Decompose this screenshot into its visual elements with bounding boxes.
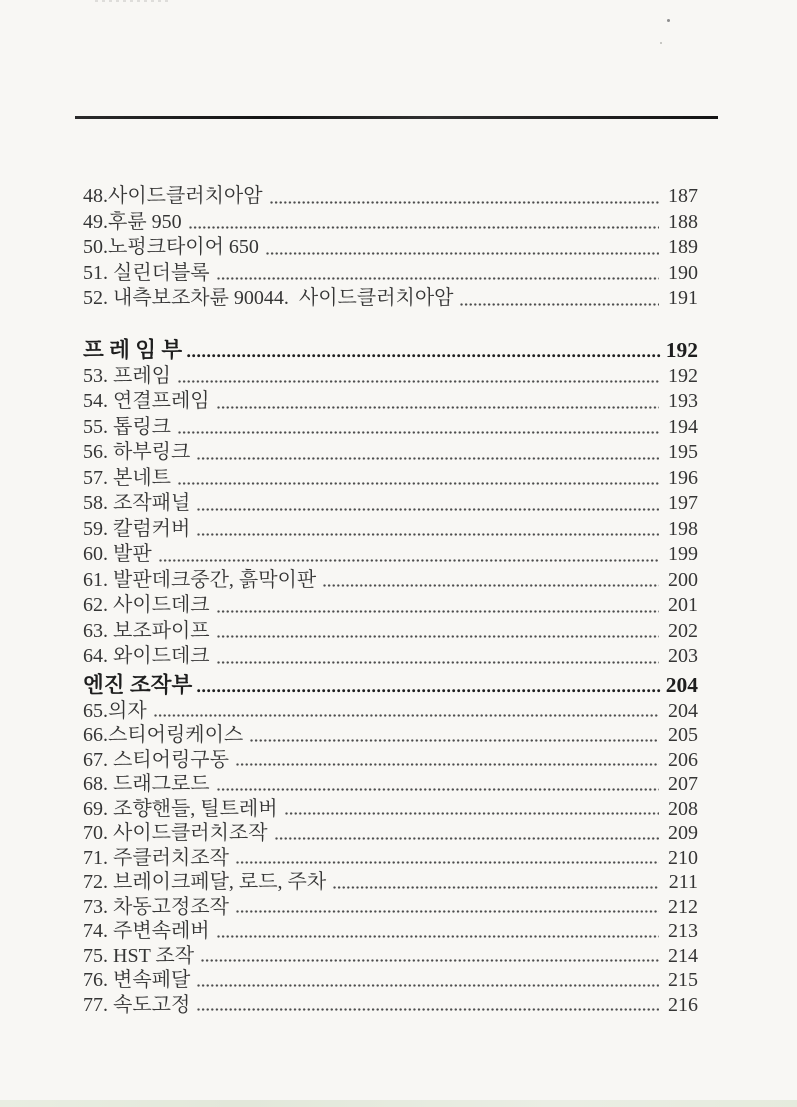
dot-leader [197, 689, 662, 693]
dot-leader [217, 788, 659, 792]
dot-leader [333, 886, 659, 890]
dot-leader [270, 201, 659, 205]
toc-page-number: 194 [668, 415, 698, 438]
dot-leader [201, 959, 659, 963]
toc-entry [83, 644, 698, 670]
toc-entry [83, 440, 698, 466]
dot-leader [217, 635, 659, 639]
toc-entry-title: 73. 차동고정조작 [83, 895, 229, 918]
dot-leader [189, 226, 659, 230]
dot-leader [236, 861, 659, 865]
toc-entry [83, 593, 698, 619]
toc-page-number: 211 [668, 871, 698, 893]
dot-leader [154, 714, 659, 718]
toc-entry-title: 51. 실린더블록 [83, 261, 210, 284]
toc-page-number: 208 [668, 797, 698, 820]
toc-page-number: 206 [668, 748, 698, 771]
toc-entry [83, 286, 698, 312]
toc-page-number: 204 [665, 672, 698, 697]
toc-entry-title: 70. 사이드클러치조작 [83, 822, 268, 844]
toc-section [83, 337, 698, 670]
dot-leader [197, 457, 659, 461]
dot-leader [323, 584, 659, 588]
toc-page-number: 210 [668, 846, 698, 869]
toc-entry-title: 71. 주클러치조작 [83, 846, 229, 869]
toc-entry-title: 64. 와이드데크 [83, 645, 210, 667]
scan-speckle [660, 42, 662, 44]
toc-entry [83, 491, 698, 517]
dot-leader [217, 406, 659, 410]
toc-entry-title: 69. 조향핸들, 틸트레버 [83, 797, 278, 820]
toc-entry-title: 72. 브레이크페달, 로드, 주차 [83, 871, 327, 893]
top-horizontal-rule [75, 116, 718, 119]
dot-leader [197, 508, 659, 512]
toc-page-number: 200 [668, 568, 698, 591]
dot-leader [236, 910, 659, 914]
toc-page-number: 196 [668, 466, 698, 489]
dot-leader [266, 252, 659, 256]
toc-page-number: 201 [668, 594, 698, 616]
toc-page-number: 195 [668, 441, 698, 463]
dot-leader [178, 482, 659, 486]
toc-entry [83, 699, 698, 724]
toc-page-number: 205 [668, 724, 698, 746]
toc-section [83, 672, 698, 1018]
toc-entry [83, 944, 698, 969]
toc-page-number: 187 [668, 185, 698, 207]
toc-entry-title: 75. HST 조작 [83, 944, 195, 967]
toc-entry-title: 76. 변속페달 [83, 969, 191, 991]
dot-leader [159, 559, 659, 563]
dot-leader [236, 763, 659, 767]
dot-leader [460, 303, 659, 307]
toc-page-number: 199 [668, 543, 698, 565]
toc-entry [83, 723, 698, 748]
dot-leader [197, 533, 659, 537]
toc-entry-title: 54. 연결프레임 [83, 390, 210, 412]
toc-entry-title: 55. 톱링크 [83, 415, 171, 438]
toc-entry [83, 619, 698, 645]
dot-leader [197, 984, 659, 988]
toc-page-number: 197 [668, 492, 698, 514]
toc-entry [83, 184, 698, 210]
toc-entry [83, 968, 698, 993]
toc-page-number: 215 [668, 969, 698, 991]
toc-page-number: 193 [668, 390, 698, 412]
toc-entry [83, 415, 698, 441]
toc-entry-title: 67. 스티어링구동 [83, 748, 229, 771]
toc-entry [83, 568, 698, 594]
dot-leader [250, 739, 659, 743]
toc-entry-title: 52. 내측보조차륜 90044. 사이드클러치아암 [83, 287, 454, 309]
toc-page-number: 214 [668, 944, 698, 967]
toc-entry [83, 748, 698, 773]
toc-entry [83, 210, 698, 236]
dot-leader [178, 380, 659, 384]
toc-entry-title: 53. 프레임 [83, 364, 171, 387]
toc-page-number: 212 [668, 895, 698, 918]
dot-leader [275, 837, 659, 841]
toc-entry-title: 65.의자 [83, 699, 147, 722]
toc-entry-title: 77. 속도고정 [83, 993, 191, 1016]
dot-leader [217, 661, 659, 665]
toc-page-number: 216 [668, 993, 698, 1016]
toc-page-number: 190 [668, 261, 698, 284]
toc-page-number: 213 [668, 920, 698, 942]
toc-entry [83, 235, 698, 261]
toc-entry-title: 48.사이드클러치아암 [83, 185, 263, 207]
dot-leader [197, 1008, 659, 1012]
toc-page-number: 192 [668, 364, 698, 387]
toc-entry [83, 895, 698, 920]
toc-entry [83, 797, 698, 822]
toc-entry-title: 63. 보조파이프 [83, 619, 210, 642]
toc-entry [83, 870, 698, 895]
toc-section-heading [83, 337, 698, 364]
toc-entry [83, 517, 698, 543]
dot-leader [285, 812, 659, 816]
toc-entry [83, 364, 698, 390]
toc-page-number: 191 [668, 287, 698, 309]
toc-page-number: 189 [668, 236, 698, 258]
toc-entry [83, 466, 698, 492]
toc-entry-title: 61. 발판데크중간, 흙막이판 [83, 568, 317, 591]
toc-page-number: 192 [665, 337, 698, 362]
toc-page-number: 202 [668, 619, 698, 642]
toc-section [83, 184, 698, 312]
dot-leader [217, 610, 659, 614]
toc-section-heading [83, 672, 698, 699]
toc-entry-title: 74. 주변속레버 [83, 920, 210, 942]
toc-section-title: 엔진 조작부 [83, 672, 193, 697]
toc-entry-title: 66.스티어링케이스 [83, 724, 244, 746]
dot-leader [178, 431, 659, 435]
toc-entry-title: 50.노펑크타이어 650 [83, 236, 259, 258]
toc-page-number: 203 [668, 645, 698, 667]
toc-section-title: 프 레 임 부 [83, 337, 183, 362]
toc-entry [83, 821, 698, 846]
toc-entry [83, 919, 698, 944]
toc-entry-title: 49.후륜 950 [83, 210, 182, 233]
toc-page-number: 209 [668, 822, 698, 844]
toc-entry [83, 772, 698, 797]
scan-speckle [667, 19, 670, 22]
scan-edge-artifact [95, 0, 170, 2]
table-of-contents [83, 184, 698, 1017]
toc-page-number: 198 [668, 517, 698, 540]
toc-entry [83, 993, 698, 1018]
toc-entry-title: 59. 칼럼커버 [83, 517, 191, 540]
scan-bottom-edge-band [0, 1100, 797, 1107]
toc-entry-title: 58. 조작패널 [83, 492, 191, 514]
toc-entry-title: 60. 발판 [83, 543, 152, 565]
toc-entry [83, 261, 698, 287]
toc-entry [83, 389, 698, 415]
toc-page-number: 207 [668, 773, 698, 795]
toc-entry [83, 846, 698, 871]
toc-entry-title: 62. 사이드데크 [83, 594, 210, 616]
toc-entry [83, 542, 698, 568]
dot-leader [217, 935, 659, 939]
toc-entry-title: 56. 하부링크 [83, 441, 191, 463]
toc-page-number: 188 [668, 210, 698, 233]
toc-page-number: 204 [668, 699, 698, 722]
dot-leader [217, 277, 659, 281]
toc-entry-title: 68. 드래그로드 [83, 773, 210, 795]
toc-entry-title: 57. 본네트 [83, 466, 171, 489]
dot-leader [187, 354, 662, 358]
